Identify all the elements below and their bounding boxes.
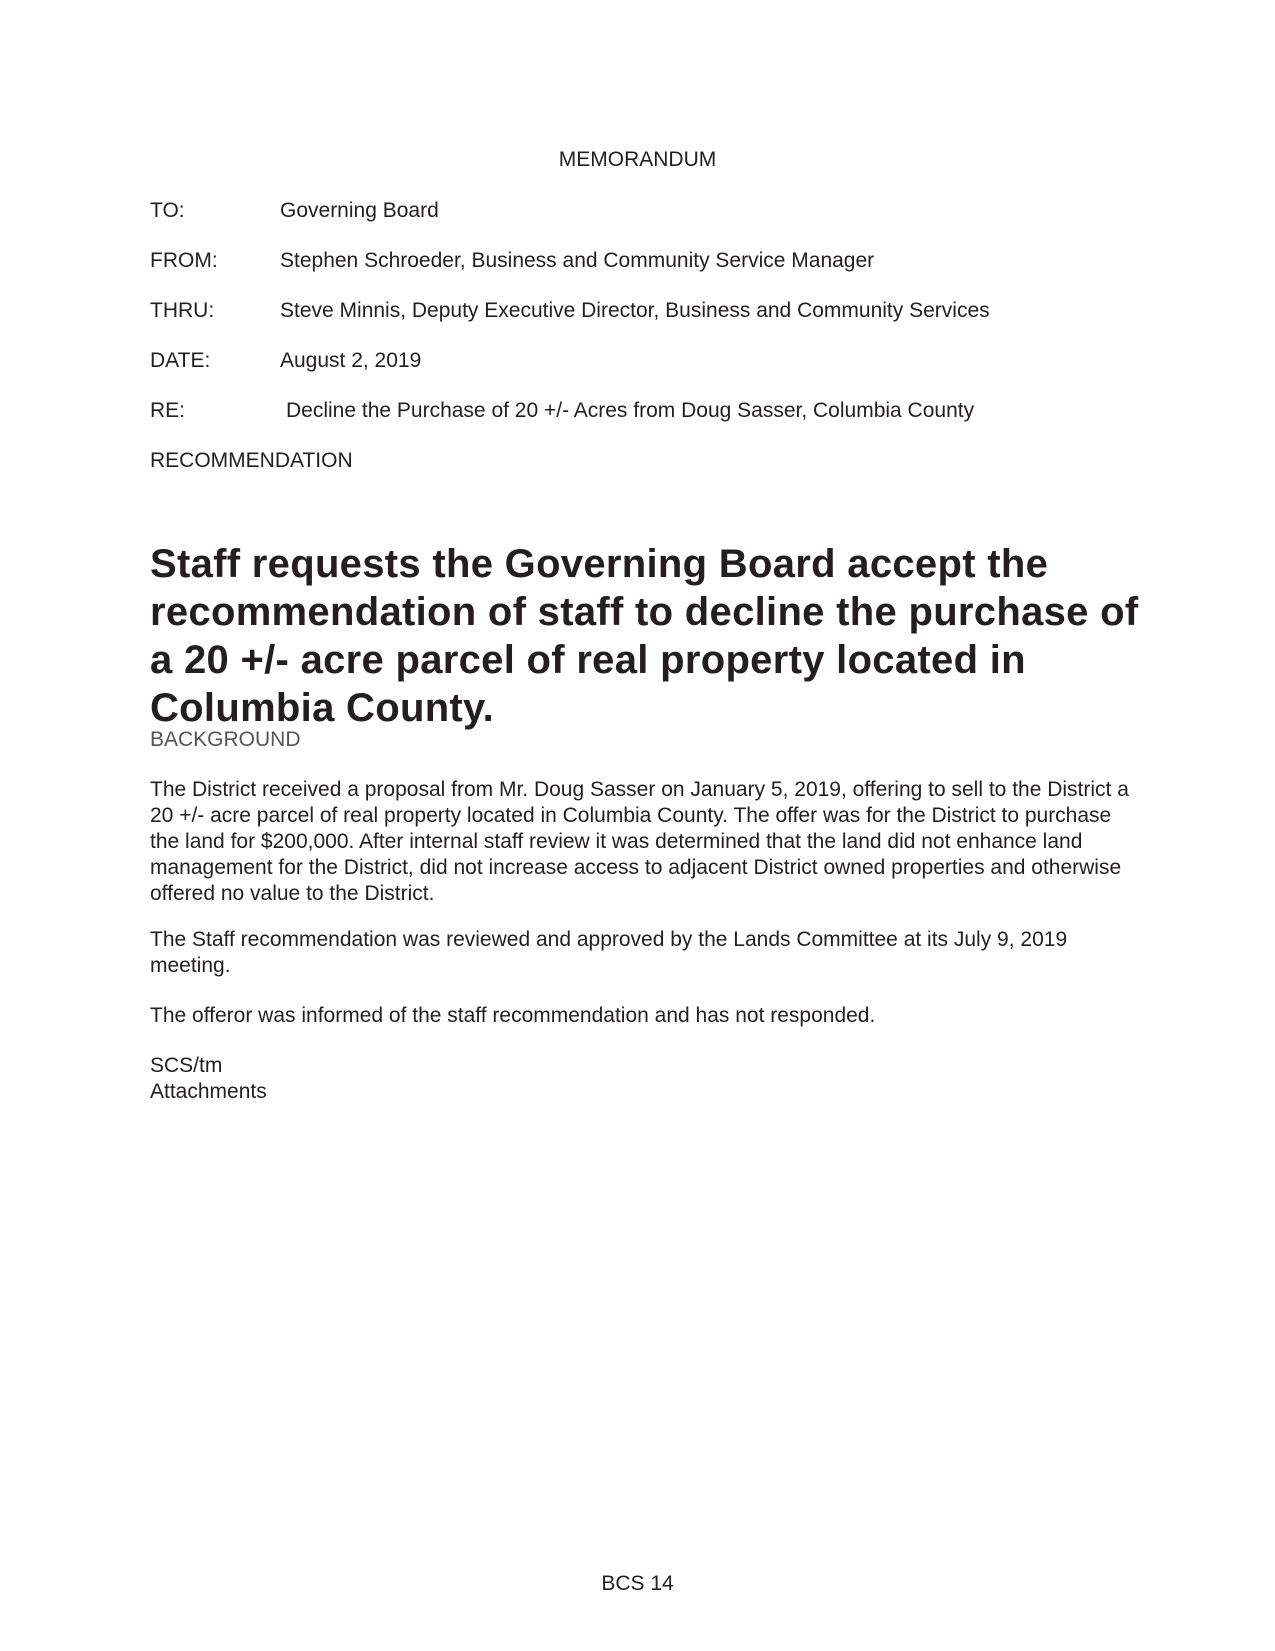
background-paragraph-2: The Staff recommendation was reviewed and approved by the Lands Committee at its July 9, 2019 meeting. (150, 928, 1068, 977)
re-label: RE: (150, 399, 186, 422)
author-initials: SCS/tm (150, 1054, 223, 1077)
recommendation-text: Staff requests the Governing Board accept the recommendation of staff to decline the purchase of a 20 +/- acre parcel of real property located in Columbia County. (150, 542, 1139, 730)
background-paragraph-1: The District received a proposal from Mr. Doug Sasser on January 5, 2019, offering to sell to the District a 20 +/- acre parcel of real property located in Columbia County. The offer was for the District to purchase the land for $200,000. After internal staff review it was determined that the land did not enhance land management for the District, did not increase access to adjacent District owned properties and otherwise offered no value to the District. (150, 778, 1129, 905)
to-label: TO: (150, 199, 185, 222)
thru-value: Steve Minnis, Deputy Executive Director, Business and Community Services (280, 299, 990, 322)
re-value: Decline the Purchase of 20 +/- Acres from Doug Sasser, Columbia County (286, 399, 975, 422)
date-value: August 2, 2019 (280, 349, 422, 372)
from-label: FROM: (150, 249, 218, 272)
memo-title: MEMORANDUM (558, 148, 717, 171)
background-heading: BACKGROUND (150, 728, 301, 751)
attachments-note: Attachments (150, 1080, 267, 1103)
page-number: BCS 14 (601, 1572, 674, 1595)
recommendation-heading: RECOMMENDATION (150, 449, 353, 472)
background-paragraph-3: The offeror was informed of the staff recommendation and has not responded. (150, 1004, 876, 1027)
from-value: Stephen Schroeder, Business and Community Service Manager (280, 249, 875, 272)
date-label: DATE: (150, 349, 211, 372)
to-value: Governing Board (280, 199, 439, 222)
thru-label: THRU: (150, 299, 215, 322)
